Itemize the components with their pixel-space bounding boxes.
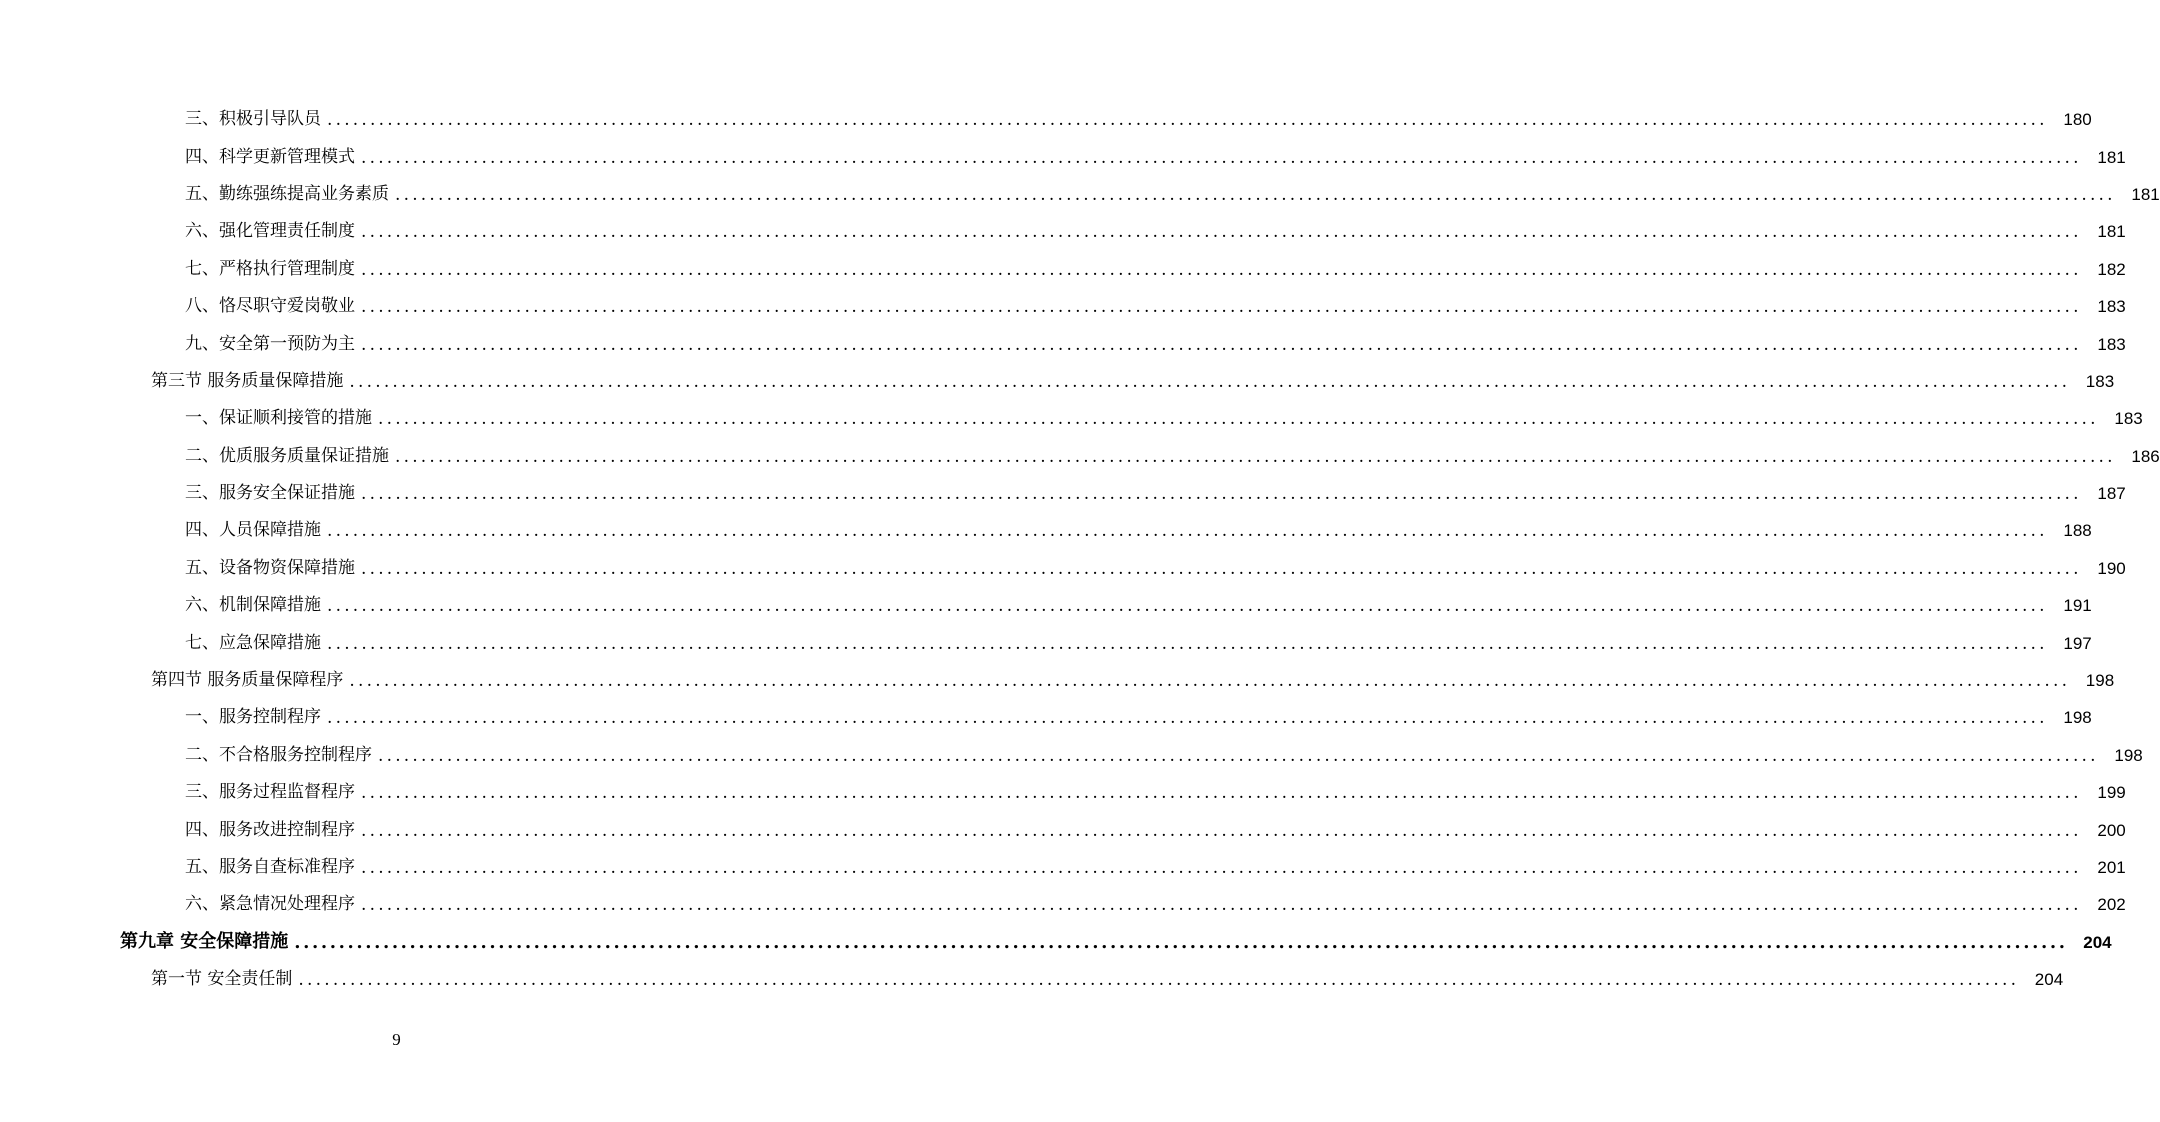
toc-entry[interactable] bbox=[0, 811, 2126, 848]
toc-dot-leader: ........................................................................................................................................................................................................ bbox=[395, 446, 2116, 467]
toc-entry-title: 第三节 服务质量保障措施 bbox=[151, 370, 344, 391]
toc-entry[interactable] bbox=[0, 101, 2092, 138]
toc-entry[interactable] bbox=[0, 624, 2092, 661]
toc-entry[interactable] bbox=[0, 662, 2115, 699]
toc-entry-page: 180 bbox=[2063, 110, 2092, 130]
table-of-contents bbox=[0, 101, 2160, 998]
toc-entry-page: 200 bbox=[2097, 820, 2126, 840]
toc-entry-page: 183 bbox=[2097, 334, 2126, 354]
toc-entry-page: 202 bbox=[2097, 895, 2126, 915]
toc-entry-title: 三、服务安全保证措施 bbox=[185, 483, 355, 504]
toc-entry-title: 五、勤练强练提高业务素质 bbox=[185, 183, 389, 204]
toc-entry-title: 第九章 安全保障措施 bbox=[120, 931, 289, 953]
toc-dot-leader: ........................................................................................................................................................................................................ bbox=[361, 222, 2082, 243]
toc-entry-page: 204 bbox=[2034, 970, 2064, 990]
toc-entry-page: 201 bbox=[2097, 858, 2126, 877]
toc-entry-title: 一、保证顺利接管的措施 bbox=[185, 408, 372, 429]
toc-entry-page: 199 bbox=[2097, 783, 2126, 803]
toc-entry[interactable] bbox=[0, 886, 2126, 923]
toc-dot-leader: ........................................................................................................................................................................................................ bbox=[361, 820, 2082, 841]
toc-entry[interactable] bbox=[0, 438, 2160, 475]
toc-dot-leader: ........................................................................................................................................................................................................ bbox=[327, 110, 2048, 131]
toc-dot-leader: ........................................................................................................................................................................................................ bbox=[361, 147, 2082, 168]
toc-entry[interactable] bbox=[0, 961, 2064, 998]
toc-entry-title: 六、机制保障措施 bbox=[185, 595, 321, 616]
toc-entry[interactable] bbox=[0, 176, 2160, 213]
toc-dot-leader: ........................................................................................................................................................................................................ bbox=[294, 932, 2068, 954]
toc-entry-page: 181 bbox=[2097, 147, 2126, 167]
toc-entry-page: 198 bbox=[2063, 708, 2092, 728]
toc-dot-leader: ........................................................................................................................................................................................................ bbox=[361, 484, 2082, 505]
toc-entry-page: 182 bbox=[2097, 259, 2126, 279]
toc-entry-page: 181 bbox=[2097, 222, 2126, 242]
page-number: 9 bbox=[392, 1030, 401, 1049]
toc-entry-title: 第四节 服务质量保障程序 bbox=[151, 670, 344, 691]
toc-entry-title: 五、设备物资保障措施 bbox=[185, 557, 355, 578]
toc-entry-title: 五、服务自查标准程序 bbox=[185, 857, 355, 877]
toc-entry-page: 190 bbox=[2097, 558, 2126, 578]
toc-entry-title: 七、严格执行管理制度 bbox=[185, 258, 355, 279]
toc-entry-page: 198 bbox=[2114, 745, 2143, 765]
toc-entry-page: 183 bbox=[2085, 371, 2115, 391]
toc-entry-title: 四、服务改进控制程序 bbox=[185, 819, 355, 840]
toc-entry[interactable] bbox=[0, 550, 2126, 587]
toc-entry-page: 186 bbox=[2131, 446, 2160, 466]
toc-entry-page: 187 bbox=[2097, 484, 2126, 504]
toc-entry-page: 183 bbox=[2097, 297, 2126, 317]
toc-entry-title: 二、不合格服务控制程序 bbox=[185, 744, 372, 765]
toc-entry-page: 181 bbox=[2131, 184, 2160, 204]
toc-entry-title: 九、安全第一预防为主 bbox=[185, 333, 355, 354]
toc-dot-leader: ........................................................................................................................................................................................................ bbox=[395, 184, 2116, 205]
toc-entry-page: 191 bbox=[2063, 596, 2092, 616]
toc-entry[interactable] bbox=[0, 213, 2126, 250]
toc-dot-leader: ........................................................................................................................................................................................................ bbox=[327, 596, 2048, 617]
toc-dot-leader: ........................................................................................................................................................................................................ bbox=[349, 671, 2071, 692]
toc-entry[interactable] bbox=[0, 475, 2126, 512]
toc-entry-page: 204 bbox=[2083, 932, 2112, 952]
toc-entry-title: 四、科学更新管理模式 bbox=[185, 146, 355, 167]
toc-dot-leader: ........................................................................................................................................................................................................ bbox=[361, 297, 2082, 318]
toc-dot-leader: ........................................................................................................................................................................................................ bbox=[361, 558, 2082, 579]
toc-entry[interactable] bbox=[0, 251, 2126, 288]
toc-entry[interactable] bbox=[0, 924, 2112, 961]
toc-entry[interactable] bbox=[0, 774, 2126, 811]
toc-entry[interactable] bbox=[0, 587, 2092, 624]
toc-entry-title: 六、紧急情况处理程序 bbox=[185, 894, 355, 915]
toc-entry[interactable] bbox=[0, 699, 2092, 736]
toc-entry-title: 八、恪尽职守爱岗敬业 bbox=[185, 296, 355, 317]
toc-dot-leader: ........................................................................................................................................................................................................ bbox=[378, 745, 2099, 766]
toc-entry[interactable] bbox=[0, 400, 2143, 437]
toc-entry[interactable] bbox=[0, 325, 2126, 362]
toc-entry-page: 198 bbox=[2085, 671, 2115, 691]
toc-entry-page: 183 bbox=[2114, 409, 2143, 429]
toc-entry-page: 197 bbox=[2063, 633, 2092, 653]
toc-entry[interactable] bbox=[0, 512, 2092, 549]
toc-entry-title: 二、优质服务质量保证措施 bbox=[185, 445, 389, 466]
toc-dot-leader: ........................................................................................................................................................................................................ bbox=[361, 783, 2082, 804]
toc-entry-title: 三、服务过程监督程序 bbox=[185, 782, 355, 803]
toc-entry-title: 六、强化管理责任制度 bbox=[185, 221, 355, 242]
toc-dot-leader: ........................................................................................................................................................................................................ bbox=[361, 259, 2082, 280]
toc-dot-leader: ........................................................................................................................................................................................................ bbox=[361, 858, 2082, 878]
toc-dot-leader: ........................................................................................................................................................................................................ bbox=[327, 708, 2048, 729]
toc-dot-leader: ........................................................................................................................................................................................................ bbox=[327, 521, 2048, 542]
toc-entry-title: 第一节 安全责任制 bbox=[151, 969, 293, 990]
toc-entry-title: 七、应急保障措施 bbox=[185, 632, 321, 653]
toc-entry-title: 三、积极引导队员 bbox=[185, 109, 321, 130]
toc-dot-leader: ........................................................................................................................................................................................................ bbox=[298, 970, 2020, 991]
toc-entry[interactable] bbox=[0, 288, 2126, 325]
toc-entry-title: 四、人员保障措施 bbox=[185, 520, 321, 541]
toc-dot-leader: ........................................................................................................................................................................................................ bbox=[378, 409, 2099, 430]
toc-dot-leader: ........................................................................................................................................................................................................ bbox=[361, 895, 2082, 916]
toc-entry[interactable] bbox=[0, 138, 2126, 175]
toc-entry[interactable] bbox=[0, 849, 2126, 886]
toc-entry-page: 188 bbox=[2063, 521, 2092, 541]
toc-dot-leader: ........................................................................................................................................................................................................ bbox=[361, 334, 2082, 355]
toc-dot-leader: ........................................................................................................................................................................................................ bbox=[349, 371, 2071, 392]
toc-entry[interactable] bbox=[0, 363, 2115, 400]
toc-entry[interactable] bbox=[0, 737, 2143, 774]
toc-entry-title: 一、服务控制程序 bbox=[185, 707, 321, 728]
toc-dot-leader: ........................................................................................................................................................................................................ bbox=[327, 633, 2048, 654]
